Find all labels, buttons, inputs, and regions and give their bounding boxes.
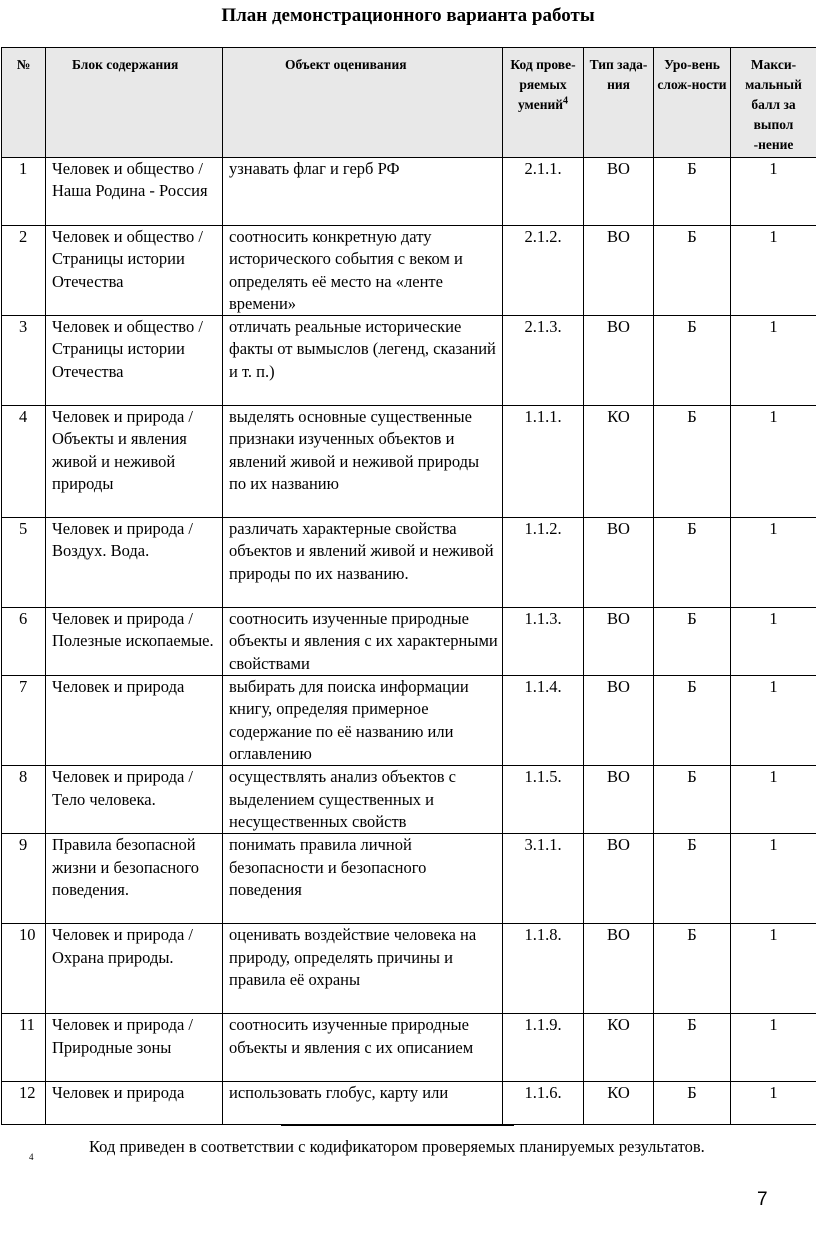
cell-object: использовать глобус, карту или — [223, 1082, 503, 1125]
cell-type: ВО — [584, 608, 654, 676]
cell-num: 1 — [2, 158, 46, 226]
plan-table — [1, 47, 816, 1125]
cell-block: Человек и общество / Страницы истории Отечества — [46, 316, 223, 406]
cell-num: 9 — [2, 834, 46, 924]
cell-object: узнавать флаг и герб РФ — [223, 158, 503, 226]
cell-type: ВО — [584, 226, 654, 316]
cell-type: ВО — [584, 518, 654, 608]
table-row — [2, 518, 816, 608]
table-row — [2, 834, 816, 924]
cell-object: понимать правила личной безопасности и безопасного поведения — [223, 834, 503, 924]
cell-code: 2.1.2. — [503, 226, 584, 316]
table-row — [2, 766, 816, 834]
cell-object: соотносить изученные природные объекты и явления с их описанием — [223, 1014, 503, 1082]
cell-type: КО — [584, 1082, 654, 1125]
cell-object: выделять основные существенные признаки изученных объектов и явлений живой и неживой природы по их названию — [223, 406, 503, 518]
cell-max: 1 — [731, 316, 816, 406]
cell-code: 3.1.1. — [503, 834, 584, 924]
table-row — [2, 406, 816, 518]
cell-code: 1.1.1. — [503, 406, 584, 518]
cell-block: Человек и природа — [46, 676, 223, 766]
cell-level: Б — [654, 1082, 731, 1125]
cell-num: 5 — [2, 518, 46, 608]
table-row — [2, 676, 816, 766]
cell-level: Б — [654, 518, 731, 608]
cell-type: ВО — [584, 676, 654, 766]
footnote — [29, 1135, 789, 1162]
cell-type: КО — [584, 1014, 654, 1082]
cell-code: 1.1.6. — [503, 1082, 584, 1125]
cell-block: Правила безопасной жизни и безопасного поведения. — [46, 834, 223, 924]
table-row — [2, 608, 816, 676]
cell-code: 1.1.3. — [503, 608, 584, 676]
header-level: Уро-вень слож-ности — [654, 48, 731, 158]
cell-block: Человек и природа — [46, 1082, 223, 1125]
cell-level: Б — [654, 158, 731, 226]
cell-block: Человек и природа / Охрана природы. — [46, 924, 223, 1014]
header-block: Блок содержания — [46, 48, 223, 158]
cell-object: выбирать для поиска информации книгу, определяя примерное содержание по её названию или оглавлению — [223, 676, 503, 766]
cell-block: Человек и природа / Природные зоны — [46, 1014, 223, 1082]
cell-block: Человек и природа / Тело человека. — [46, 766, 223, 834]
cell-num: 3 — [2, 316, 46, 406]
cell-block: Человек и общество / Наша Родина - Россия — [46, 158, 223, 226]
cell-num: 6 — [2, 608, 46, 676]
page-number: 7 — [757, 1189, 768, 1210]
cell-max: 1 — [731, 518, 816, 608]
cell-max: 1 — [731, 676, 816, 766]
cell-level: Б — [654, 316, 731, 406]
cell-type: ВО — [584, 766, 654, 834]
cell-level: Б — [654, 834, 731, 924]
cell-object: осуществлять анализ объектов с выделением существенных и несущественных свойств — [223, 766, 503, 834]
cell-code: 1.1.9. — [503, 1014, 584, 1082]
cell-level: Б — [654, 406, 731, 518]
cell-max: 1 — [731, 924, 816, 1014]
header-num: № — [2, 48, 46, 158]
cell-max: 1 — [731, 1082, 816, 1125]
cell-block: Человек и природа / Полезные ископаемые. — [46, 608, 223, 676]
cell-code: 1.1.8. — [503, 924, 584, 1014]
cell-level: Б — [654, 608, 731, 676]
page-title: План демонстрационного варианта работы — [221, 5, 595, 26]
cell-object: оценивать воздействие человека на природу, определять причины и правила её охраны — [223, 924, 503, 1014]
cell-num: 2 — [2, 226, 46, 316]
cell-block: Человек и природа / Объекты и явления живой и неживой природы — [46, 406, 223, 518]
cell-type: ВО — [584, 924, 654, 1014]
table-row — [2, 226, 816, 316]
header-type: Тип зада-ния — [584, 48, 654, 158]
cell-level: Б — [654, 676, 731, 766]
table-header-row — [2, 48, 816, 158]
cell-block: Человек и общество / Страницы истории Отечества — [46, 226, 223, 316]
cell-max: 1 — [731, 1014, 816, 1082]
header-code-label: Код прове-ряемых умений — [510, 57, 576, 112]
cell-max: 1 — [731, 608, 816, 676]
header-object: Объект оценивания — [223, 48, 503, 158]
cell-max: 1 — [731, 226, 816, 316]
cell-object: соотносить изученные природные объекты и явления с их характерными свойствами — [223, 608, 503, 676]
cell-level: Б — [654, 924, 731, 1014]
cell-code: 1.1.4. — [503, 676, 584, 766]
cell-num: 8 — [2, 766, 46, 834]
cell-object: отличать реальные исторические факты от вымыслов (легенд, сказаний и т. п.) — [223, 316, 503, 406]
cell-level: Б — [654, 1014, 731, 1082]
cell-num: 11 — [2, 1014, 46, 1082]
cell-level: Б — [654, 766, 731, 834]
cell-num: 4 — [2, 406, 46, 518]
cell-max: 1 — [731, 406, 816, 518]
cell-max: 1 — [731, 834, 816, 924]
cell-code: 1.1.5. — [503, 766, 584, 834]
footnote-mark: 4 — [29, 1152, 34, 1162]
header-code — [503, 48, 584, 158]
cell-code: 2.1.1. — [503, 158, 584, 226]
cell-num: 12 — [2, 1082, 46, 1125]
table-row — [2, 316, 816, 406]
table-row — [2, 924, 816, 1014]
table-row — [2, 1014, 816, 1082]
cell-type: ВО — [584, 158, 654, 226]
cell-type: КО — [584, 406, 654, 518]
cell-object: различать характерные свойства объектов и явлений живой и неживой природы по их названию. — [223, 518, 503, 608]
header-code-footnote-mark: 4 — [563, 95, 569, 107]
table-row — [2, 158, 816, 226]
footnote-text: Код приведен в соответствии с кодификатором проверяемых планируемых результатов. — [89, 1137, 705, 1156]
cell-block: Человек и природа / Воздух. Вода. — [46, 518, 223, 608]
cell-level: Б — [654, 226, 731, 316]
cell-max: 1 — [731, 158, 816, 226]
cell-code: 1.1.2. — [503, 518, 584, 608]
footnote-separator — [281, 1125, 514, 1126]
cell-num: 7 — [2, 676, 46, 766]
cell-object: соотносить конкретную дату исторического события с веком и определять её место на «ленте времени» — [223, 226, 503, 316]
cell-type: ВО — [584, 834, 654, 924]
cell-num: 10 — [2, 924, 46, 1014]
cell-max: 1 — [731, 766, 816, 834]
cell-type: ВО — [584, 316, 654, 406]
table-row — [2, 1082, 816, 1125]
cell-code: 2.1.3. — [503, 316, 584, 406]
header-max: Макси-мальный балл за выпол -нение — [731, 48, 816, 158]
